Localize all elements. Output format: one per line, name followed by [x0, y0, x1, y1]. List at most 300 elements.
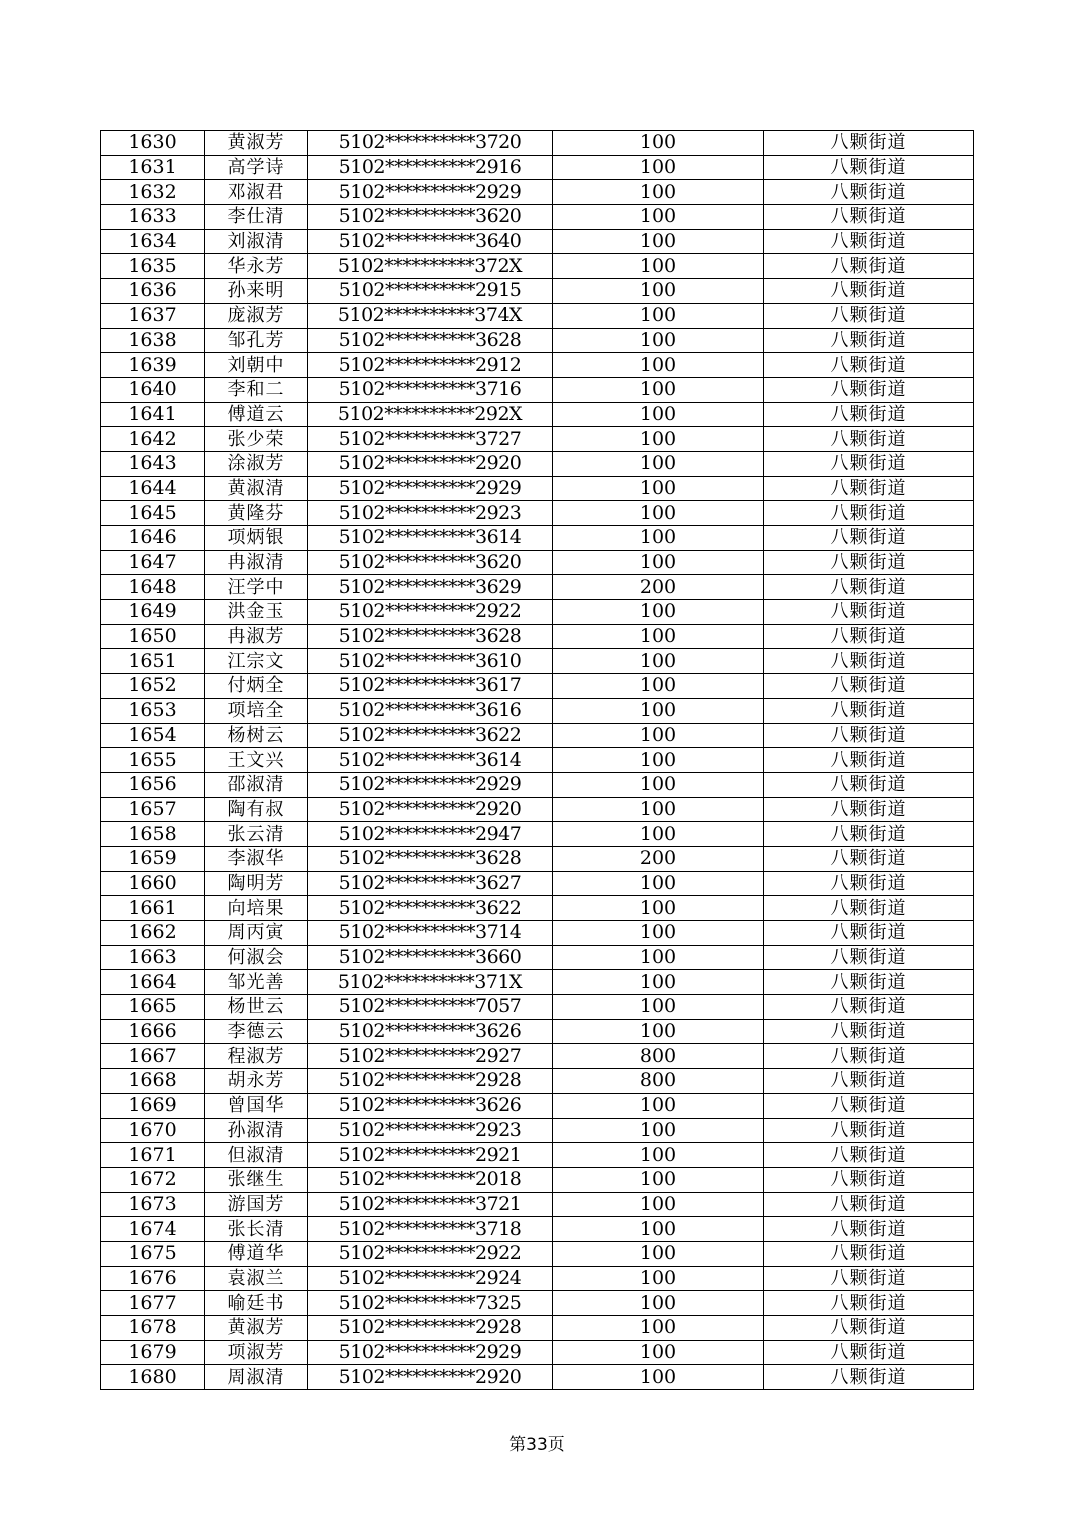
street-cell: 八颗街道: [764, 921, 974, 946]
id-number-cell: 5102**********2947: [308, 822, 553, 847]
roster-table: [100, 130, 974, 1390]
street-cell: 八颗街道: [764, 772, 974, 797]
table-row: [101, 1266, 974, 1291]
amount-cell: 100: [553, 377, 764, 402]
name-cell: 黄淑芳: [205, 131, 308, 156]
row-number-cell: 1636: [101, 279, 205, 304]
name-cell: 冉淑芳: [205, 624, 308, 649]
street-cell: 八颗街道: [764, 945, 974, 970]
amount-cell: 100: [553, 600, 764, 625]
name-cell: 刘淑清: [205, 229, 308, 254]
row-number-cell: 1638: [101, 328, 205, 353]
amount-cell: 100: [553, 402, 764, 427]
row-number-cell: 1671: [101, 1143, 205, 1168]
amount-cell: 100: [553, 1118, 764, 1143]
row-number-cell: 1677: [101, 1291, 205, 1316]
amount-cell: 100: [553, 995, 764, 1020]
amount-cell: 100: [553, 748, 764, 773]
street-cell: 八颗街道: [764, 526, 974, 551]
row-number-cell: 1650: [101, 624, 205, 649]
amount-cell: 100: [553, 205, 764, 230]
table-row: [101, 748, 974, 773]
roster-table-body: [101, 131, 974, 1390]
street-cell: 八颗街道: [764, 328, 974, 353]
id-number-cell: 5102**********7057: [308, 995, 553, 1020]
street-cell: 八颗街道: [764, 649, 974, 674]
table-row: [101, 1340, 974, 1365]
table-row: [101, 1069, 974, 1094]
street-cell: 八颗街道: [764, 896, 974, 921]
row-number-cell: 1675: [101, 1241, 205, 1266]
id-number-cell: 5102**********3620: [308, 205, 553, 230]
amount-cell: 100: [553, 945, 764, 970]
name-cell: 黄隆芬: [205, 501, 308, 526]
street-cell: 八颗街道: [764, 822, 974, 847]
name-cell: 杨树云: [205, 723, 308, 748]
id-number-cell: 5102**********2018: [308, 1167, 553, 1192]
table-row: [101, 674, 974, 699]
table-row: [101, 575, 974, 600]
table-row: [101, 772, 974, 797]
street-cell: 八颗街道: [764, 1069, 974, 1094]
id-number-cell: 5102**********2923: [308, 1118, 553, 1143]
id-number-cell: 5102**********3610: [308, 649, 553, 674]
street-cell: 八颗街道: [764, 1093, 974, 1118]
street-cell: 八颗街道: [764, 1241, 974, 1266]
id-number-cell: 5102**********2924: [308, 1266, 553, 1291]
table-row: [101, 1118, 974, 1143]
id-number-cell: 5102**********2927: [308, 1044, 553, 1069]
id-number-cell: 5102**********3629: [308, 575, 553, 600]
table-row: [101, 205, 974, 230]
street-cell: 八颗街道: [764, 1044, 974, 1069]
name-cell: 邓淑君: [205, 180, 308, 205]
id-number-cell: 5102**********2912: [308, 353, 553, 378]
amount-cell: 100: [553, 674, 764, 699]
name-cell: 邹光善: [205, 970, 308, 995]
street-cell: 八颗街道: [764, 229, 974, 254]
id-number-cell: 5102**********2929: [308, 180, 553, 205]
amount-cell: 100: [553, 1093, 764, 1118]
name-cell: 但淑清: [205, 1143, 308, 1168]
table-row: [101, 1143, 974, 1168]
row-number-cell: 1660: [101, 871, 205, 896]
table-row: [101, 921, 974, 946]
table-row: [101, 328, 974, 353]
row-number-cell: 1653: [101, 698, 205, 723]
amount-cell: 100: [553, 698, 764, 723]
row-number-cell: 1656: [101, 772, 205, 797]
name-cell: 何淑会: [205, 945, 308, 970]
id-number-cell: 5102**********2920: [308, 797, 553, 822]
name-cell: 张继生: [205, 1167, 308, 1192]
row-number-cell: 1631: [101, 155, 205, 180]
row-number-cell: 1676: [101, 1266, 205, 1291]
amount-cell: 100: [553, 254, 764, 279]
row-number-cell: 1632: [101, 180, 205, 205]
id-number-cell: 5102**********2928: [308, 1069, 553, 1094]
name-cell: 黄淑芳: [205, 1316, 308, 1341]
amount-cell: 100: [553, 1167, 764, 1192]
id-number-cell: 5102**********292X: [308, 402, 553, 427]
name-cell: 袁淑兰: [205, 1266, 308, 1291]
name-cell: 傅道云: [205, 402, 308, 427]
id-number-cell: 5102**********3614: [308, 748, 553, 773]
row-number-cell: 1635: [101, 254, 205, 279]
id-number-cell: 5102**********2923: [308, 501, 553, 526]
row-number-cell: 1642: [101, 427, 205, 452]
id-number-cell: 5102**********3628: [308, 846, 553, 871]
amount-cell: 100: [553, 1340, 764, 1365]
street-cell: 八颗街道: [764, 1291, 974, 1316]
name-cell: 邹孔芳: [205, 328, 308, 353]
table-row: [101, 1365, 974, 1390]
name-cell: 张云清: [205, 822, 308, 847]
name-cell: 李和二: [205, 377, 308, 402]
amount-cell: 100: [553, 1217, 764, 1242]
id-number-cell: 5102**********3622: [308, 896, 553, 921]
name-cell: 傅道华: [205, 1241, 308, 1266]
street-cell: 八颗街道: [764, 723, 974, 748]
table-row: [101, 550, 974, 575]
name-cell: 项培全: [205, 698, 308, 723]
row-number-cell: 1639: [101, 353, 205, 378]
id-number-cell: 5102**********2929: [308, 772, 553, 797]
table-row: [101, 1093, 974, 1118]
street-cell: 八颗街道: [764, 279, 974, 304]
table-row: [101, 501, 974, 526]
row-number-cell: 1647: [101, 550, 205, 575]
name-cell: 洪金玉: [205, 600, 308, 625]
table-row: [101, 995, 974, 1020]
name-cell: 李德云: [205, 1019, 308, 1044]
table-row: [101, 698, 974, 723]
street-cell: 八颗街道: [764, 550, 974, 575]
street-cell: 八颗街道: [764, 451, 974, 476]
amount-cell: 100: [553, 155, 764, 180]
row-number-cell: 1640: [101, 377, 205, 402]
name-cell: 李仕清: [205, 205, 308, 230]
table-row: [101, 303, 974, 328]
row-number-cell: 1652: [101, 674, 205, 699]
row-number-cell: 1658: [101, 822, 205, 847]
amount-cell: 100: [553, 427, 764, 452]
name-cell: 胡永芳: [205, 1069, 308, 1094]
amount-cell: 100: [553, 476, 764, 501]
row-number-cell: 1663: [101, 945, 205, 970]
id-number-cell: 5102**********3622: [308, 723, 553, 748]
amount-cell: 100: [553, 1192, 764, 1217]
amount-cell: 100: [553, 328, 764, 353]
id-number-cell: 5102**********3716: [308, 377, 553, 402]
street-cell: 八颗街道: [764, 303, 974, 328]
street-cell: 八颗街道: [764, 501, 974, 526]
street-cell: 八颗街道: [764, 575, 974, 600]
street-cell: 八颗街道: [764, 1143, 974, 1168]
id-number-cell: 5102**********2920: [308, 1365, 553, 1390]
row-number-cell: 1646: [101, 526, 205, 551]
amount-cell: 100: [553, 279, 764, 304]
row-number-cell: 1633: [101, 205, 205, 230]
street-cell: 八颗街道: [764, 846, 974, 871]
street-cell: 八颗街道: [764, 180, 974, 205]
table-row: [101, 377, 974, 402]
table-row: [101, 451, 974, 476]
table-row: [101, 1044, 974, 1069]
table-row: [101, 254, 974, 279]
table-row: [101, 476, 974, 501]
row-number-cell: 1648: [101, 575, 205, 600]
id-number-cell: 5102**********3628: [308, 328, 553, 353]
amount-cell: 100: [553, 501, 764, 526]
name-cell: 王文兴: [205, 748, 308, 773]
name-cell: 汪学中: [205, 575, 308, 600]
id-number-cell: 5102**********2920: [308, 451, 553, 476]
row-number-cell: 1664: [101, 970, 205, 995]
street-cell: 八颗街道: [764, 674, 974, 699]
id-number-cell: 5102**********2929: [308, 476, 553, 501]
row-number-cell: 1673: [101, 1192, 205, 1217]
street-cell: 八颗街道: [764, 1365, 974, 1390]
name-cell: 华永芳: [205, 254, 308, 279]
street-cell: 八颗街道: [764, 797, 974, 822]
table-row: [101, 279, 974, 304]
street-cell: 八颗街道: [764, 1316, 974, 1341]
row-number-cell: 1644: [101, 476, 205, 501]
id-number-cell: 5102**********2928: [308, 1316, 553, 1341]
name-cell: 游国芳: [205, 1192, 308, 1217]
table-row: [101, 846, 974, 871]
table-row: [101, 229, 974, 254]
row-number-cell: 1680: [101, 1365, 205, 1390]
id-number-cell: 5102**********7325: [308, 1291, 553, 1316]
row-number-cell: 1669: [101, 1093, 205, 1118]
id-number-cell: 5102**********3720: [308, 131, 553, 156]
name-cell: 项淑芳: [205, 1340, 308, 1365]
name-cell: 喻廷书: [205, 1291, 308, 1316]
street-cell: 八颗街道: [764, 1340, 974, 1365]
row-number-cell: 1654: [101, 723, 205, 748]
name-cell: 高学诗: [205, 155, 308, 180]
id-number-cell: 5102**********2915: [308, 279, 553, 304]
name-cell: 程淑芳: [205, 1044, 308, 1069]
street-cell: 八颗街道: [764, 476, 974, 501]
row-number-cell: 1674: [101, 1217, 205, 1242]
amount-cell: 200: [553, 575, 764, 600]
amount-cell: 100: [553, 723, 764, 748]
id-number-cell: 5102**********3626: [308, 1093, 553, 1118]
street-cell: 八颗街道: [764, 254, 974, 279]
street-cell: 八颗街道: [764, 871, 974, 896]
street-cell: 八颗街道: [764, 1118, 974, 1143]
street-cell: 八颗街道: [764, 427, 974, 452]
id-number-cell: 5102**********3620: [308, 550, 553, 575]
street-cell: 八颗街道: [764, 131, 974, 156]
table-row: [101, 970, 974, 995]
id-number-cell: 5102**********3714: [308, 921, 553, 946]
id-number-cell: 5102**********2921: [308, 1143, 553, 1168]
street-cell: 八颗街道: [764, 748, 974, 773]
table-row: [101, 624, 974, 649]
name-cell: 江宗文: [205, 649, 308, 674]
row-number-cell: 1661: [101, 896, 205, 921]
street-cell: 八颗街道: [764, 377, 974, 402]
id-number-cell: 5102**********3718: [308, 1217, 553, 1242]
table-row: [101, 1316, 974, 1341]
amount-cell: 100: [553, 353, 764, 378]
id-number-cell: 5102**********2922: [308, 600, 553, 625]
street-cell: 八颗街道: [764, 1217, 974, 1242]
name-cell: 陶有叔: [205, 797, 308, 822]
id-number-cell: 5102**********372X: [308, 254, 553, 279]
name-cell: 曾国华: [205, 1093, 308, 1118]
amount-cell: 200: [553, 846, 764, 871]
name-cell: 涂淑芳: [205, 451, 308, 476]
street-cell: 八颗街道: [764, 1266, 974, 1291]
amount-cell: 100: [553, 180, 764, 205]
name-cell: 张少荣: [205, 427, 308, 452]
name-cell: 向培果: [205, 896, 308, 921]
street-cell: 八颗街道: [764, 205, 974, 230]
id-number-cell: 5102**********3614: [308, 526, 553, 551]
name-cell: 陶明芳: [205, 871, 308, 896]
street-cell: 八颗街道: [764, 624, 974, 649]
name-cell: 孙来明: [205, 279, 308, 304]
amount-cell: 100: [553, 921, 764, 946]
name-cell: 黄淑清: [205, 476, 308, 501]
row-number-cell: 1655: [101, 748, 205, 773]
name-cell: 邵淑清: [205, 772, 308, 797]
name-cell: 张长清: [205, 1217, 308, 1242]
name-cell: 付炳全: [205, 674, 308, 699]
id-number-cell: 5102**********3628: [308, 624, 553, 649]
street-cell: 八颗街道: [764, 970, 974, 995]
row-number-cell: 1667: [101, 1044, 205, 1069]
row-number-cell: 1659: [101, 846, 205, 871]
name-cell: 杨世云: [205, 995, 308, 1020]
name-cell: 周丙寅: [205, 921, 308, 946]
id-number-cell: 5102**********3617: [308, 674, 553, 699]
street-cell: 八颗街道: [764, 155, 974, 180]
amount-cell: 800: [553, 1069, 764, 1094]
row-number-cell: 1670: [101, 1118, 205, 1143]
row-number-cell: 1641: [101, 402, 205, 427]
table-row: [101, 797, 974, 822]
row-number-cell: 1634: [101, 229, 205, 254]
id-number-cell: 5102**********3727: [308, 427, 553, 452]
table-row: [101, 131, 974, 156]
amount-cell: 100: [553, 1291, 764, 1316]
row-number-cell: 1637: [101, 303, 205, 328]
street-cell: 八颗街道: [764, 1192, 974, 1217]
amount-cell: 100: [553, 1266, 764, 1291]
page-number: 第33页: [509, 1435, 565, 1455]
amount-cell: 100: [553, 1143, 764, 1168]
street-cell: 八颗街道: [764, 353, 974, 378]
name-cell: 刘朝中: [205, 353, 308, 378]
table-row: [101, 649, 974, 674]
id-number-cell: 5102**********2916: [308, 155, 553, 180]
street-cell: 八颗街道: [764, 1167, 974, 1192]
amount-cell: 100: [553, 772, 764, 797]
row-number-cell: 1672: [101, 1167, 205, 1192]
street-cell: 八颗街道: [764, 600, 974, 625]
table-row: [101, 155, 974, 180]
street-cell: 八颗街道: [764, 1019, 974, 1044]
table-row: [101, 723, 974, 748]
name-cell: 李淑华: [205, 846, 308, 871]
id-number-cell: 5102**********371X: [308, 970, 553, 995]
table-row: [101, 1241, 974, 1266]
amount-cell: 100: [553, 649, 764, 674]
table-row: [101, 526, 974, 551]
row-number-cell: 1662: [101, 921, 205, 946]
row-number-cell: 1630: [101, 131, 205, 156]
street-cell: 八颗街道: [764, 402, 974, 427]
id-number-cell: 5102**********2922: [308, 1241, 553, 1266]
id-number-cell: 5102**********3640: [308, 229, 553, 254]
table-row: [101, 1217, 974, 1242]
amount-cell: 100: [553, 822, 764, 847]
id-number-cell: 5102**********3616: [308, 698, 553, 723]
name-cell: 周淑清: [205, 1365, 308, 1390]
amount-cell: 800: [553, 1044, 764, 1069]
row-number-cell: 1643: [101, 451, 205, 476]
name-cell: 庞淑芳: [205, 303, 308, 328]
name-cell: 项炳银: [205, 526, 308, 551]
table-row: [101, 945, 974, 970]
amount-cell: 100: [553, 131, 764, 156]
amount-cell: 100: [553, 451, 764, 476]
table-row: [101, 1291, 974, 1316]
table-row: [101, 600, 974, 625]
row-number-cell: 1679: [101, 1340, 205, 1365]
amount-cell: 100: [553, 624, 764, 649]
row-number-cell: 1665: [101, 995, 205, 1020]
table-row: [101, 180, 974, 205]
table-row: [101, 871, 974, 896]
row-number-cell: 1668: [101, 1069, 205, 1094]
id-number-cell: 5102**********3660: [308, 945, 553, 970]
row-number-cell: 1666: [101, 1019, 205, 1044]
table-row: [101, 1019, 974, 1044]
amount-cell: 100: [553, 871, 764, 896]
amount-cell: 100: [553, 303, 764, 328]
id-number-cell: 5102**********3626: [308, 1019, 553, 1044]
amount-cell: 100: [553, 797, 764, 822]
street-cell: 八颗街道: [764, 698, 974, 723]
id-number-cell: 5102**********3721: [308, 1192, 553, 1217]
row-number-cell: 1649: [101, 600, 205, 625]
amount-cell: 100: [553, 1316, 764, 1341]
amount-cell: 100: [553, 526, 764, 551]
table-row: [101, 427, 974, 452]
id-number-cell: 5102**********2929: [308, 1340, 553, 1365]
table-row: [101, 1167, 974, 1192]
row-number-cell: 1645: [101, 501, 205, 526]
street-cell: 八颗街道: [764, 995, 974, 1020]
amount-cell: 100: [553, 1365, 764, 1390]
id-number-cell: 5102**********374X: [308, 303, 553, 328]
table-row: [101, 402, 974, 427]
row-number-cell: 1678: [101, 1316, 205, 1341]
id-number-cell: 5102**********3627: [308, 871, 553, 896]
amount-cell: 100: [553, 550, 764, 575]
amount-cell: 100: [553, 229, 764, 254]
amount-cell: 100: [553, 1019, 764, 1044]
name-cell: 冉淑清: [205, 550, 308, 575]
row-number-cell: 1657: [101, 797, 205, 822]
